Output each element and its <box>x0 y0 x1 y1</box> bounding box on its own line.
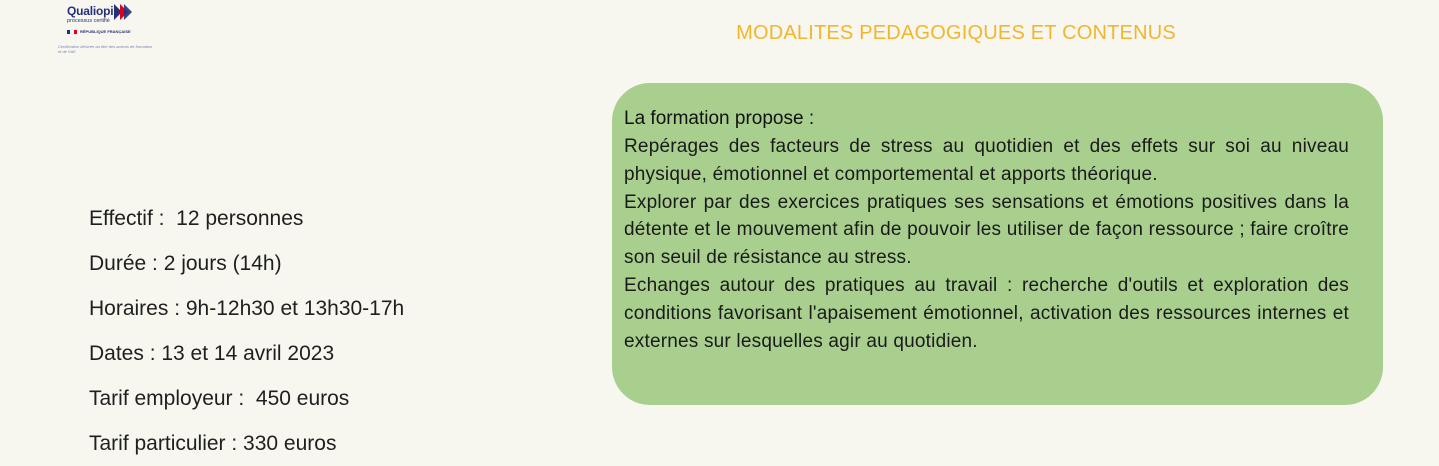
info-duree: Durée : 2 jours (14h) <box>89 252 282 275</box>
logo-certification-note: Certification délivrée au titre des actions de formation et de VAE <box>58 44 153 54</box>
content-paragraph-1: Repérages des facteurs de stress au quotidien et des effets sur soi au niveau physique, émotionnel et comportemental et apports théorique. <box>624 136 1349 185</box>
info-dates: Dates : 13 et 14 avril 2023 <box>89 342 335 365</box>
content-heading: La formation propose : <box>624 108 815 129</box>
french-flag-icon <box>67 30 77 34</box>
course-info-list <box>89 196 404 466</box>
info-tarif-particulier: Tarif particulier : 330 euros <box>89 432 337 455</box>
content-paragraph-3: Echanges autour des pratiques au travail : recherche d'outils et exploration des conditions favorisant l'apaisement émotionnel, activation des ressources internes et externes sur lesquelles agir au quotidien. <box>624 274 1349 352</box>
info-tarif-employeur: Tarif employeur : 450 euros <box>89 387 350 410</box>
info-horaires: Horaires : 9h-12h30 et 13h30-17h <box>89 297 405 320</box>
logo-arrows-icon <box>114 3 134 21</box>
logo-country: RÉPUBLIQUE FRANÇAISE <box>80 29 131 34</box>
content-box <box>612 83 1383 405</box>
info-effectif: Effectif : 12 personnes <box>89 207 304 230</box>
qualiopi-logo <box>56 2 156 60</box>
logo-tagline: processus certifié <box>67 18 110 24</box>
logo-wordmark: Qualiopi <box>67 4 114 18</box>
section-title: MODALITES PEDAGOGIQUES ET CONTENUS <box>736 22 1176 44</box>
content-paragraph-2: Explorer par des exercices pratiques ses sensations et émotions positives dans la détente et le mouvement afin de pouvoir les utiliser de façon ressource ; faire croître son seuil de résistance au stress. <box>624 191 1349 269</box>
